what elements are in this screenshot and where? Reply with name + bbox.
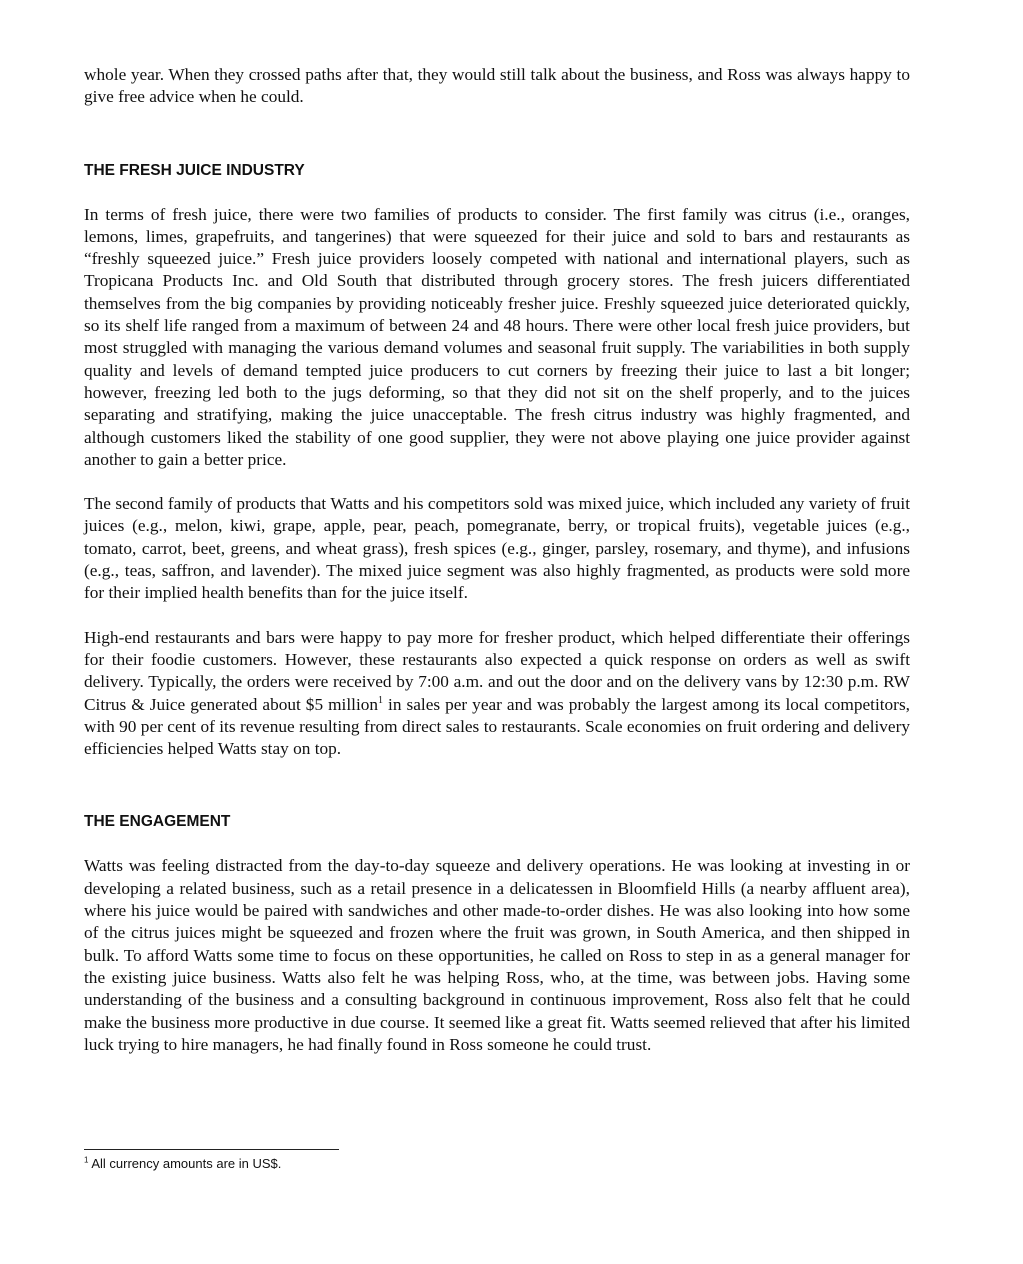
footnote-reference-1[interactable]: 1 — [378, 694, 384, 706]
engagement-paragraph: Watts was feeling distracted from the day-to-day squeeze and delivery operations. He was looking at investing in or developing a related business, such as a retail presence in a delicatessen in Bloomfield Hills (a nearby affluent area), where his juice would be paired with sandwiches and other made-to-order dishes. He was also looking into how some of the citrus juices might be squeezed and frozen where the fruit was grown, in South America, and then shipped in bulk. To afford Watts some time to focus on these opportunities, he called on Ross to step in as a general manager for the existing juice business. Watts also felt he was helping Ross, who, at the time, was between jobs. Having some understanding of the business and a consulting background in continuous improvement, Ross also felt that he could make the business more productive in due course. It seemed like a great fit. Watts seemed relieved that after his limited luck trying to hire managers, he had finally found in Ross someone he could trust. — [84, 856, 910, 1054]
industry-paragraph-restaurants-text-end: in sales per year and was probably the largest among its local competitors, with 90 per cent of its revenue resulting from direct sales to restaurants. Scale economies on fruit ordering and delivery efficiencies helped Watts stay on top. — [84, 694, 910, 759]
footnote-text: All currency amounts are in US$. — [88, 1156, 282, 1171]
section-heading-engagement: THE ENGAGEMENT — [84, 813, 231, 831]
intro-paragraph: whole year. When they crossed paths after that, they would still talk about the business, and Ross was always happy to give free advice when he could. — [84, 65, 910, 107]
industry-paragraph-restaurants — [84, 627, 910, 761]
document-body — [84, 64, 910, 1056]
industry-paragraph-citrus: In terms of fresh juice, there were two families of products to consider. The first family was citrus (i.e., oranges, lemons, limes, grapefruits, and tangerines) that were squeezed for their juice and sold to bars and restaurants as “freshly squeezed juice.” Fresh juice providers loosely competed with national and international players, such as Tropicana Products Inc. and Old South that distributed through grocery stores. The fresh juicers differentiated themselves from the big companies by providing noticeably fresher juice. Freshly squeezed juice deteriorated quickly, so its shelf life ranged from a maximum of between 24 and 48 hours. There were other local fresh juice providers, but most struggled with managing the various demand volumes and seasonal fruit supply. The variabilities in both supply quality and levels of demand tempted juice producers to cut corners by freezing their juice to last a bit longer; however, freezing led both to the jugs deforming, so that they did not sit on the shelf properly, and to the juices separating and stratifying, making the juice unacceptable. The fresh citrus industry was highly fragmented, and although customers liked the stability of one good supplier, they were not above playing one juice provider against another to gain a better price. — [84, 204, 910, 469]
industry-paragraph-restaurants-text-start: High-end restaurants and bars were happy to pay more for fresher product, which helped differentiate their offerings for their foodie customers. However, these restaurants also expected a quick response on orders as well as swift delivery. Typically, the orders were received by 7:00 a.m. and out the door and on the delivery vans by 12:30 p.m. RW Citrus & Juice generated about $5 million — [84, 627, 910, 714]
section-heading-fresh-juice-industry: THE FRESH JUICE INDUSTRY — [84, 161, 305, 179]
footnote-divider — [84, 1149, 339, 1150]
footnote — [84, 1156, 281, 1172]
footnote-marker: 1 — [84, 1155, 89, 1165]
industry-paragraph-mixed-juice: The second family of products that Watts and his competitors sold was mixed juice, which included any variety of fruit juices (e.g., melon, kiwi, grape, apple, pear, peach, pomegranate, berry, or tropical fruits), vegetable juices (e.g., tomato, carrot, beet, greens, and wheat grass), fresh spices (e.g., ginger, parsley, rosemary, and thyme), and infusions (e.g., teas, saffron, and lavender). The mixed juice segment was also highly fragmented, as products were sold more for their implied health benefits than for the juice itself. — [84, 494, 910, 603]
